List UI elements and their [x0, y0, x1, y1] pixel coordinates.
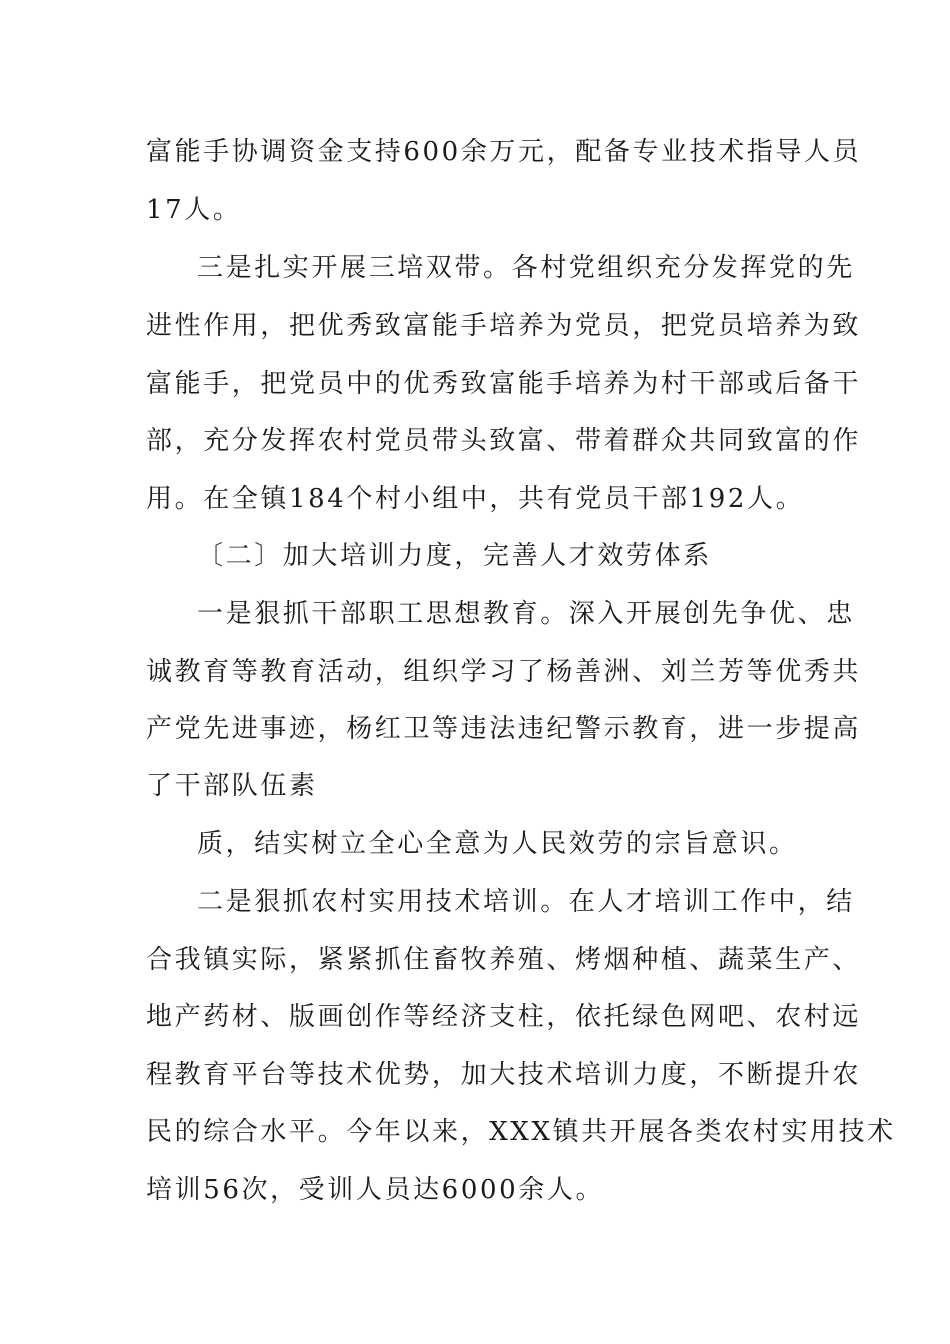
text-line: 诚教育等教育活动，组织学习了杨善洲、刘兰芳等优秀共: [146, 657, 862, 687]
text-line: 民的综合水平。今年以来，XXX镇共开展各类农村实用技术: [146, 1117, 896, 1147]
text-line: 部，充分发挥农村党员带头致富、带着群众共同致富的作: [146, 426, 862, 456]
text-line: 富能手，把党员中的优秀致富能手培养为村干部或后备干: [146, 369, 862, 399]
paragraph-start-line: 质，结实树立全心全意为人民效劳的宗旨意识。: [197, 829, 798, 859]
text-line: 合我镇实际，紧紧抓住畜牧养殖、烤烟种植、蔬菜生产、: [146, 945, 862, 975]
text-line: 进性作用，把优秀致富能手培养为党员，把党员培养为致: [146, 311, 862, 341]
section-heading: 〔二〕加大培训力度，完善人才效劳体系: [197, 541, 712, 571]
paragraph-start-line: 二是狠抓农村实用技术培训。在人才培训工作中，结: [197, 887, 855, 917]
text-line: 用。在全镇184个村小组中，共有党员干部192人。: [146, 484, 805, 514]
text-line: 产党先进事迹，杨红卫等违法违纪警示教育，进一步提高: [146, 714, 862, 744]
text-line: 富能手协调资金支持600余万元，配备专业技术指导人员: [146, 137, 862, 167]
text-line: 了干部队伍素: [146, 771, 318, 801]
text-line: 17人。: [146, 195, 242, 225]
text-line: 培训56次，受训人员达6000余人。: [146, 1175, 605, 1205]
paragraph-start-line: 一是狠抓干部职工思想教育。深入开展创先争优、忠: [197, 599, 855, 629]
paragraph-start-line: 三是扎实开展三培双带。各村党组织充分发挥党的先: [197, 253, 855, 283]
text-line: 程教育平台等技术优势，加大技术培训力度，不断提升农: [146, 1060, 862, 1090]
text-line: 地产药材、版画创作等经济支柱，依托绿色网吧、农村远: [146, 1002, 862, 1032]
